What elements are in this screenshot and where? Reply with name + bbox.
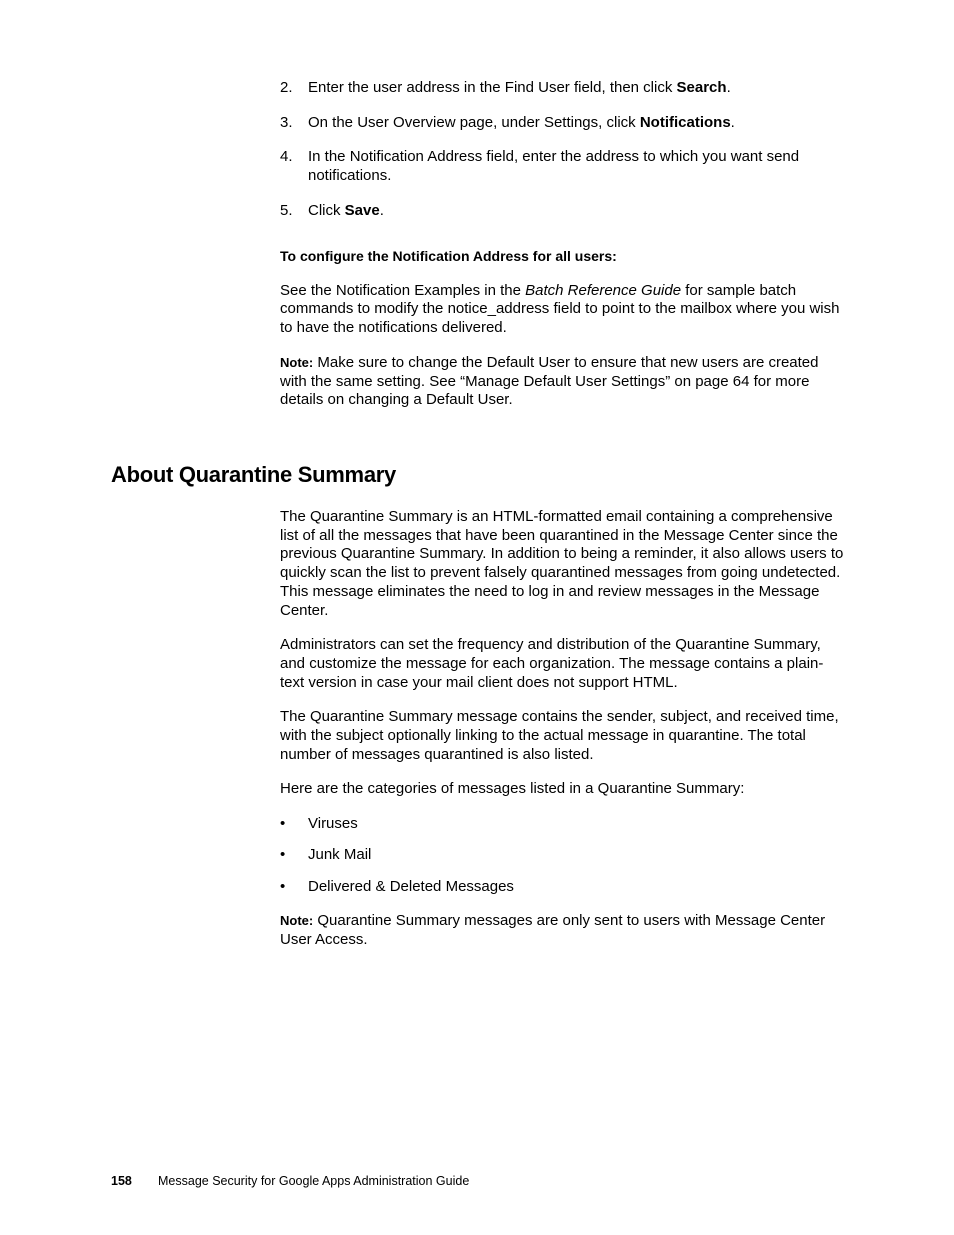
list-item [280, 878, 845, 897]
bullet-icon: • [280, 815, 286, 833]
body-paragraph: The Quarantine Summary message contains the sender, subject, and received time, with the subject optionally linking to the actual message in quarantine. The total number of messages quarantined is also listed. [280, 708, 839, 763]
configure-all-users-section [280, 247, 845, 426]
section-title: About Quarantine Summary [111, 462, 396, 487]
body-paragraph: Here are the categories of messages listed in a Quarantine Summary: [280, 780, 745, 798]
step-text: Click [308, 201, 345, 219]
step-number: 4. [280, 148, 293, 166]
note-paragraph [280, 354, 845, 410]
bullet-icon: • [280, 846, 286, 864]
note-text: Make sure to change the Default User to ensure that new users are created with the same setting. See “Manage Default User Settings” on page 64 for more details on changing a Default User. [280, 353, 819, 409]
step-text: In the Notification Address field, enter the address to which you want send notifications. [308, 148, 800, 185]
document-title: Message Security for Google Apps Administration Guide [158, 1174, 470, 1188]
procedure-steps [280, 79, 845, 237]
step-item [280, 114, 845, 133]
step-bold-term: Search [676, 79, 727, 96]
note-text: Quarantine Summary messages are only sent to users with Message Center User Access. [280, 912, 826, 948]
procedure-heading: To configure the Notification Address for all users: [280, 248, 617, 264]
page-number: 158 [111, 1174, 132, 1188]
category-list [280, 815, 845, 896]
list-item-text: Junk Mail [308, 846, 372, 864]
step-text: Enter the user address in the Find User field, then click [308, 79, 677, 96]
quarantine-summary-section [280, 508, 845, 966]
step-item [280, 79, 845, 98]
step-bold-term: Notifications [639, 113, 731, 131]
paragraph-text-end: for sample batch commands to modify the notice_address field to point to the mailbox where you wish to have the notifications delivered. [280, 281, 840, 337]
note-label: Note: [280, 354, 314, 370]
step-text: On the User Overview page, under Settings, click [308, 113, 640, 131]
page-footer [111, 1174, 469, 1188]
list-item [280, 815, 845, 834]
step-text-end: . [730, 113, 735, 131]
step-text-end: . [379, 201, 384, 219]
note-paragraph [280, 912, 845, 949]
configure-paragraph [280, 282, 845, 338]
list-item-text: Viruses [308, 815, 358, 833]
step-number: 2. [280, 79, 293, 96]
step-bold-term: Save [344, 201, 380, 219]
list-item-text: Delivered & Deleted Messages [308, 877, 514, 895]
list-item [280, 846, 845, 865]
step-text-end: . [726, 79, 731, 96]
step-number: 3. [280, 113, 293, 131]
note-label: Note: [280, 913, 314, 929]
body-paragraph: Administrators can set the frequency and distribution of the Quarantine Summary, and customize the message for each organization. The message contains a plain-text version in case your mail client does not support HTML. [280, 636, 824, 691]
bullet-icon: • [280, 877, 286, 895]
guide-title-reference: Batch Reference Guide [525, 281, 682, 299]
step-number: 5. [280, 201, 293, 219]
body-paragraph: The Quarantine Summary is an HTML-formatted email containing a comprehensive list of all the messages that have been quarantined in the Message Center since the previous Quarantine Summary. In addition to being a reminder, it also allows users to quickly scan the list to prevent falsely quarantined messages from going undetected. This message eliminates the need to log in and review messages in the Message Center. [280, 508, 844, 619]
step-item [280, 148, 845, 185]
step-item [280, 202, 845, 221]
paragraph-text: See the Notification Examples in the [280, 281, 526, 299]
